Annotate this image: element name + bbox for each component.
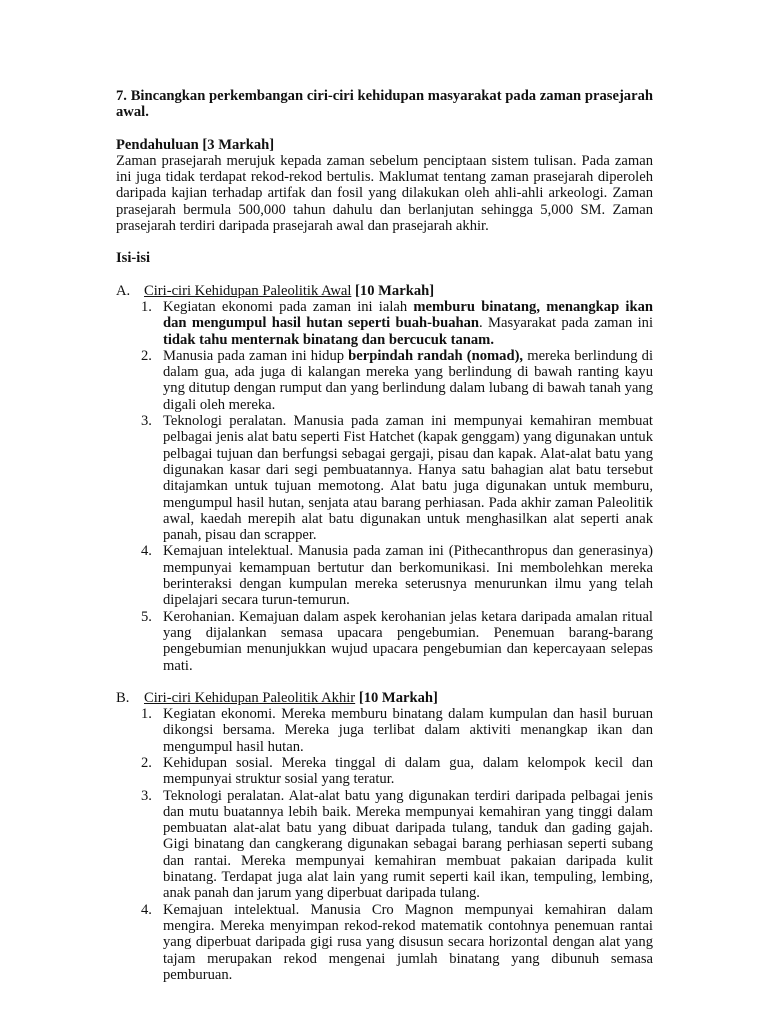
item-text: Teknologi peralatan. Alat-alat batu yang digunakan terdiri daripada pelbagai jenis dan mutu buatannya lebih baik. Mereka mempunyai kemahiran yang tinggi dalam pembuatan alat-alat batu yang dibuat daripada tulang, tanduk dan gading gajah. Gigi binatang dan cangkerang digunakan sebagai barang perhiasan seperti subang dan rantai. Mereka mempunyai kemahiran membuat pakaian daripada kulit binatang. Terdapat juga alat lain yang rumit seperti kail ikan, tempuling, lembing, anak panah dan jarum yang diperbuat daripada tulang.: [163, 787, 653, 902]
list-item: [141, 298, 653, 348]
question-text: Bincangkan perkembangan ciri-ciri kehidupan masyarakat pada zaman prasejarah awal.: [116, 88, 653, 121]
section-b-marks: [10 Markah]: [358, 689, 438, 706]
item-text: Kegiatan ekonomi pada zaman ini ialah: [163, 298, 414, 315]
item-text: Kerohanian. Kemajuan dalam aspek kerohanian jelas ketara daripada amalan ritual yang dijalankan semasa upacara pengebumian. Penemuan barang-barang pengebumian menunjukkan wujud upacara pengebumian dan kepercayaan selepas mati.: [163, 608, 653, 674]
item-number: 2.: [141, 347, 152, 364]
item-text: Teknologi peralatan. Manusia pada zaman ini mempunyai kemahiran membuat pelbagai jenis alat batu seperti Fist Hatchet (kapak genggam) yang digunakan untuk pelbagai tujuan dan berfungsi sebagai gergaji, pisau dan kapak. Alat-alat batu yang digunakan kasar dari segi pembuatannya. Hanya satu bahagian alat batu tersebut ditajamkan untuk tujuan memotong. Alat batu juga digunakan untuk memburu, mengumpul hasil hutan, senjata atau barang perhiasan. Pada akhir zaman Paleolitik awal, kaedah merepih alat batu digunakan untuk menghasilkan alat seperti anak panah, pisau dan scrapper.: [163, 413, 653, 544]
item-number: 2.: [141, 754, 152, 771]
item-number: 5.: [141, 608, 152, 625]
section-a-marks: [10 Markah]: [355, 282, 435, 299]
item-number: 4.: [141, 901, 152, 918]
list-item: [141, 347, 653, 413]
section-b-letter: B.: [116, 689, 130, 706]
intro-body: Zaman prasejarah merujuk kepada zaman sebelum penciptaan sistem tulisan. Pada zaman ini juga tidak terdapat rekod-rekod bertulis. Maklumat tentang zaman prasejarah diperoleh daripada kajian terhadap artifak dan fosil yang dilakukan oleh ahli-ahli arkeologi. Zaman prasejarah bermula 500,000 tahun dahulu dan berlanjutan sehingga 5,000 SM. Zaman prasejarah terdiri daripada prasejarah awal dan prasejarah akhir.: [116, 152, 653, 235]
question-number: 7.: [116, 88, 127, 104]
item-bold-text: berpindah randah (nomad),: [348, 347, 524, 364]
content-heading: Isi-isi: [116, 250, 151, 267]
item-text: Kemajuan intelektual. Manusia pada zaman ini (Pithecanthropus dan generasinya) mempunyai kemampuan bertutur dan berkomunikasi. Ini membolehkan mereka berinteraksi dengan kumpulan mereka seterusnya menurunkan ilmu yang telah dipelajari secara turun-temurun.: [163, 543, 653, 609]
list-item: [141, 543, 653, 609]
section-b-heading: [144, 690, 653, 706]
section-a: [116, 283, 653, 674]
item-number: 3.: [141, 413, 152, 430]
section-a-title: Ciri-ciri Kehidupan Paleolitik Awal: [144, 282, 352, 299]
item-number: 1.: [141, 706, 152, 723]
item-text: mereka berlindung di dalam gua, ada juga di kalangan mereka yang berlindung di bawah ranting kayu yng ditutup dengan rumput dan yang berlindung dalam lubang di bawah tanah yang digali oleh mereka.: [163, 347, 653, 413]
item-text: . Masyarakat pada zaman ini: [479, 315, 653, 332]
list-item: [141, 413, 653, 544]
list-item: [141, 901, 653, 983]
section-a-letter: A.: [116, 282, 131, 299]
item-bold-text: memburu binatang, menangkap ikan dan mengumpul hasil hutan seperti buah-buahan: [163, 298, 653, 332]
document-content: [116, 88, 653, 983]
item-text: Kemajuan intelektual. Manusia Cro Magnon mempunyai kemahiran dalam mengira. Mereka menyimpan rekod-rekod matematik contohnya penemuan rantai yang diperbuat daripada gigi rusa yang disusun secara horizontal dengan alat yang tajam merupakan rekod mengenai jumlah binatang yang dibunuh semasa pemburuan.: [163, 901, 653, 983]
item-bold-text: tidak tahu menternak binatang dan bercucuk tanam.: [163, 331, 494, 348]
item-number: 1.: [141, 298, 152, 315]
section-b-title: Ciri-ciri Kehidupan Paleolitik Akhir: [144, 689, 356, 706]
list-item: [141, 706, 653, 755]
section-b-list: [141, 706, 653, 983]
item-text: Kehidupan sosial. Mereka tinggal di dalam gua, dalam kelompok kecil dan mempunyai struktur sosial yang teratur.: [163, 754, 653, 788]
section-a-list: [141, 298, 653, 674]
item-text: Kegiatan ekonomi. Mereka memburu binatang dalam kumpulan dan hasil buruan dikongsi bersama. Mereka juga terlibat dalam aktiviti menangkap ikan dan mengumpul hasil hutan.: [163, 706, 653, 755]
list-item: [141, 754, 653, 788]
item-text: Manusia pada zaman ini hidup: [163, 347, 349, 364]
list-item: [141, 608, 653, 674]
item-number: 3.: [141, 787, 152, 804]
intro-heading: Pendahuluan [3 Markah]: [116, 136, 275, 153]
question-line: [116, 88, 653, 121]
section-b: [116, 690, 653, 983]
list-item: [141, 787, 653, 902]
item-number: 4.: [141, 543, 152, 560]
section-a-heading: [144, 283, 653, 299]
